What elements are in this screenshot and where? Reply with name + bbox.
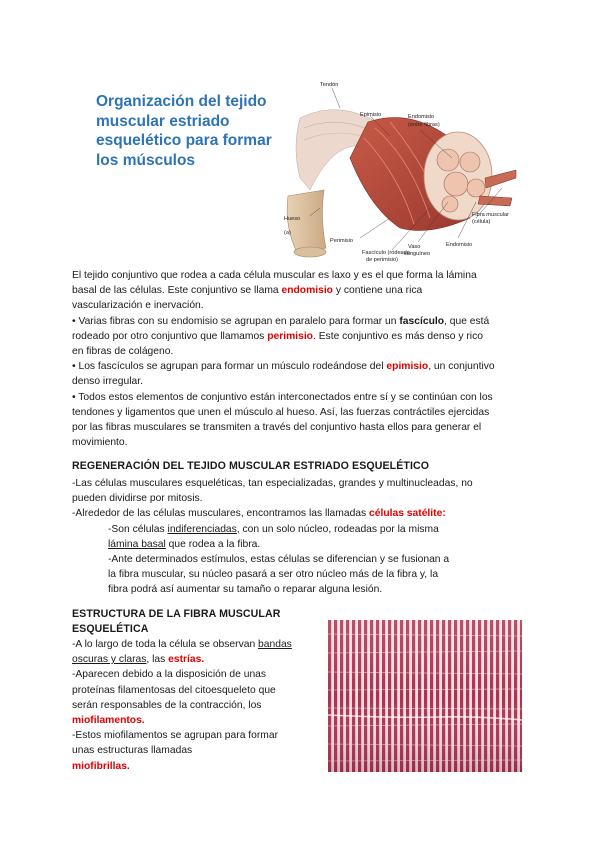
intro-line: rodeado por otro conjuntivo que llamamos perimisio. Este conjuntivo es más denso y rico — [72, 330, 483, 342]
figure-label-endomisio-note: (entre fibras) — [408, 122, 440, 128]
estructura-line: oscuras y claras, las estrías. — [72, 654, 205, 666]
term-fasciculo: fascículo — [399, 315, 445, 327]
intro-line: en fibras de colágeno. — [72, 346, 174, 358]
figure-label-endomisio: Endomisio — [408, 114, 435, 120]
estructura-line: -Estos miofilamentos se agrupan para formar — [72, 730, 279, 742]
estructura-line: -Aparecen debido a la disposición de unas — [72, 669, 267, 681]
term-bandas: bandas — [258, 639, 292, 650]
figure-label-fibra-note: (célula) — [472, 219, 491, 225]
intro-line: por las fibras musculares se transmiten a través del conjuntivo hasta ellos para generar el — [72, 422, 482, 434]
regen-line: -Las células musculares esqueléticas, tan especializadas, grandes y multinucleadas, no — [72, 478, 473, 489]
intro-line: • Todos estos elementos de conjuntivo están interconectados entre sí y se continúan con los — [72, 391, 493, 403]
page-title: Organización del tejido muscular estriado esquelético para formar los músculos — [96, 93, 272, 169]
estructura-paragraph — [72, 637, 324, 774]
intro-line: denso irregular. — [72, 376, 143, 388]
term-celulas-satelite: células satélite: — [369, 508, 446, 520]
striated-muscle-micrograph — [328, 620, 522, 772]
term-epimisio: epimisio — [386, 361, 429, 373]
estructura-line: serán responsables de la contracción, los — [72, 699, 262, 711]
term-miofibrillas: miofibrillas. — [72, 760, 130, 772]
figure-label-epimisio: Epimisio — [360, 112, 382, 118]
regen-line: -Ante determinados estímulos, estas células se diferencian y se fusionan a — [108, 554, 450, 566]
regen-line: lámina basal que rodea a la fibra. — [108, 538, 261, 550]
figure-panel-label: (a) — [284, 230, 291, 236]
regen-sublist — [72, 522, 532, 598]
intro-line: tendones y ligamentos que unen el músculo al hueso. Así, las fuerzas contráctiles ejercidas — [72, 406, 490, 418]
regen-line: -Son células indiferenciadas, con un solo núcleo, rodeadas por la misma — [108, 523, 439, 535]
figure-label-fasciculo: Fascículo (rodeado — [362, 250, 410, 256]
estructura-line: -A lo largo de toda la célula se observan bandas — [72, 639, 292, 650]
figure-label-tendon: Tendón — [320, 82, 339, 88]
term-indiferenciadas: indiferenciadas, — [167, 523, 240, 535]
term-estrias: estrías. — [168, 654, 205, 666]
regen-line: pueden dividirse por mitosis. — [72, 493, 203, 505]
figure-label-endomisio-b: Endomisio — [446, 242, 473, 248]
regen-line: fibra podrá así aumentar su tamaño o reparar alguna lesión. — [108, 584, 383, 596]
term-perimisio: perimisio — [267, 330, 313, 342]
intro-line: movimiento. — [72, 437, 128, 449]
term-lamina-basal: lámina basal — [108, 538, 166, 550]
regen-paragraph — [72, 476, 532, 598]
figure-label-vaso-note: sanguíneo — [404, 251, 431, 257]
figure-label-vaso: Vaso — [408, 244, 421, 250]
figure-label-fibra: Fibra muscular — [472, 212, 509, 218]
figure-label-hueso: Hueso — [284, 216, 301, 222]
muscle-organization-figure — [280, 78, 520, 263]
intro-line: • Los fascículos se agrupan para formar un músculo rodeándose del epimisio, un conjuntivo — [72, 361, 495, 373]
regen-line: -Alrededor de las células musculares, encontramos las llamadas células satélite: — [72, 508, 446, 520]
figure-label-fasciculo-note: de perimisio) — [366, 257, 399, 263]
intro-line: vascularización e inervación. — [72, 300, 204, 312]
regen-line: la fibra muscular, su núcleo pasará a ser otro núcleo más de la fibra y, la — [108, 569, 439, 581]
intro-line: • Varias fibras con su endomisio se agrupan en paralelo para formar un fascículo, que está — [72, 315, 490, 327]
estructura-line: proteínas filamentosas del citoesqueleto que — [72, 684, 276, 696]
estructura-line: unas estructuras llamadas — [72, 745, 193, 757]
figure-label-perimisio: Perimisio — [330, 238, 354, 244]
term-endomisio: endomisio — [281, 285, 333, 297]
regen-heading: REGENERACIÓN DEL TEJIDO MUSCULAR ESTRIADO ESQUELÉTICO — [72, 460, 430, 472]
estructura-heading: ESTRUCTURA DE LA FIBRA MUSCULAR ESQUELÉTICA — [72, 608, 281, 635]
term-miofilamentos: miofilamentos. — [72, 715, 145, 727]
intro-line: basal de las células. Este conjuntivo se llama endomisio y contiene una rica — [72, 285, 423, 297]
intro-paragraph — [72, 268, 532, 450]
intro-line: El tejido conjuntivo que rodea a cada célula muscular es laxo y es el que forma la lámina — [72, 270, 477, 281]
